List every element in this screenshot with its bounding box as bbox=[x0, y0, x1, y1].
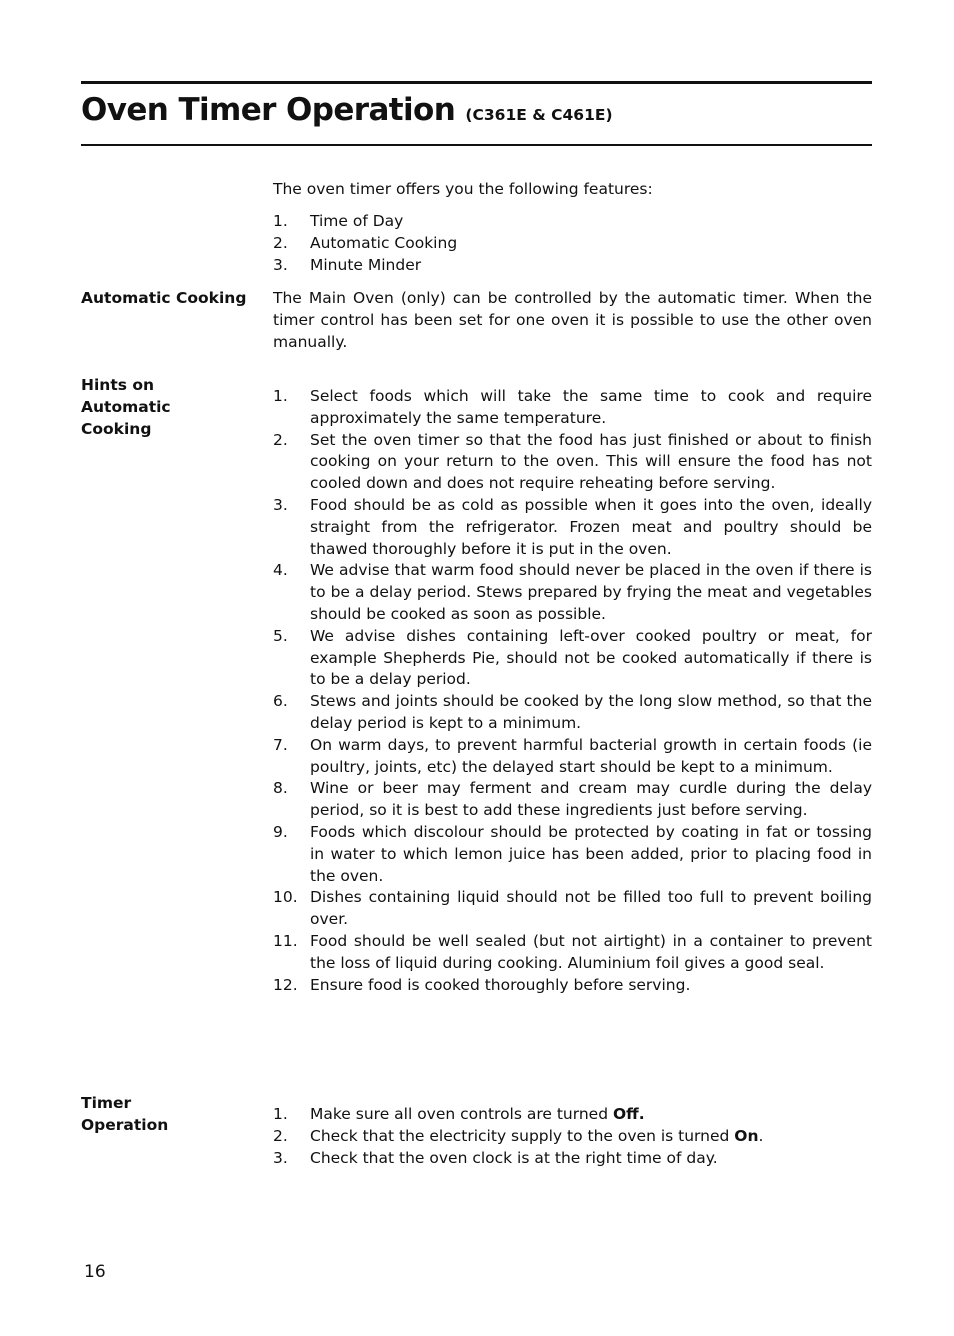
item-text: Food should be well sealed (but not airtight) in a container to prevent the loss of liquid during cooking. Aluminium foil gives a good seal. bbox=[310, 931, 872, 972]
page-title bbox=[81, 92, 613, 128]
item-number: 5. bbox=[273, 626, 288, 645]
features-list bbox=[273, 211, 872, 276]
list-item bbox=[273, 233, 872, 255]
hints-label-line: Cooking bbox=[81, 419, 152, 438]
item-text: Dishes containing liquid should not be filled too full to prevent boiling over. bbox=[310, 888, 872, 929]
item-number: 3. bbox=[273, 495, 288, 514]
item-number: 12. bbox=[273, 975, 298, 994]
item-number: 10. bbox=[273, 888, 298, 907]
item-text bbox=[310, 1148, 872, 1170]
item-text: Set the oven timer so that the food has just finished or about to finish cooking on your return to the oven. This will ensure the food has not cooled down and does not require reheating before serving. bbox=[310, 430, 872, 493]
item-number: 8. bbox=[273, 779, 288, 798]
item-number: 4. bbox=[273, 561, 288, 580]
item-number: 1. bbox=[273, 1105, 288, 1123]
item-number: 3. bbox=[273, 255, 288, 274]
timer-operation-label bbox=[81, 1093, 261, 1137]
list-item bbox=[273, 975, 872, 997]
title-text: Oven Timer Operation bbox=[81, 92, 456, 128]
item-number: 1. bbox=[273, 212, 288, 230]
item-text: Foods which discolour should be protected by coating in fat or tossing in water to which lemon juice has been added, prior to placing food in the oven. bbox=[310, 822, 872, 885]
item-number: 2. bbox=[273, 430, 288, 449]
list-item bbox=[273, 1126, 872, 1148]
list-item bbox=[273, 386, 872, 430]
item-text: Ensure food is cooked thoroughly before serving. bbox=[310, 975, 691, 994]
list-item bbox=[273, 255, 872, 277]
list-item bbox=[273, 211, 872, 233]
intro-text: The oven timer offers you the following features: bbox=[273, 180, 653, 198]
item-text-tail: . bbox=[758, 1126, 764, 1145]
hints-list bbox=[273, 386, 872, 996]
list-item bbox=[273, 822, 872, 887]
list-item bbox=[273, 560, 872, 625]
item-number: 2. bbox=[273, 1126, 288, 1145]
item-text-plain: Check that the electricity supply to the oven is turned bbox=[310, 1126, 735, 1145]
hints-label-line: Automatic bbox=[81, 397, 171, 416]
list-item bbox=[273, 691, 872, 735]
list-item bbox=[273, 430, 872, 495]
item-text: Wine or beer may ferment and cream may curdle during the delay period, so it is best to add these ingredients just before serving. bbox=[310, 779, 872, 820]
page-number: 16 bbox=[84, 1262, 106, 1282]
hints-label bbox=[81, 375, 261, 440]
list-item bbox=[273, 1104, 872, 1126]
list-item bbox=[273, 887, 872, 931]
item-number: 6. bbox=[273, 692, 288, 711]
item-text bbox=[310, 1104, 872, 1126]
list-item bbox=[273, 931, 872, 975]
list-item bbox=[273, 626, 872, 691]
timer-label-line: Operation bbox=[81, 1115, 169, 1134]
list-item bbox=[273, 1148, 872, 1170]
item-text-plain: Check that the oven clock is at the right time of day. bbox=[310, 1148, 718, 1167]
hints-label-line: Hints on bbox=[81, 376, 155, 394]
item-number: 2. bbox=[273, 233, 288, 252]
top-rule bbox=[81, 81, 872, 84]
automatic-cooking-text: The Main Oven (only) can be controlled by the automatic timer. When the timer control has been set for one oven it is possible to use the other oven manually. bbox=[273, 289, 872, 351]
item-number: 9. bbox=[273, 822, 288, 841]
model-numbers: (C361E & C461E) bbox=[465, 106, 613, 124]
item-number: 1. bbox=[273, 387, 288, 405]
list-item bbox=[273, 778, 872, 822]
item-text-bold: On bbox=[734, 1126, 759, 1145]
item-text: Minute Minder bbox=[310, 255, 422, 274]
automatic-cooking-label: Automatic Cooking bbox=[81, 289, 247, 307]
item-text: Automatic Cooking bbox=[310, 233, 458, 252]
item-text: Select foods which will take the same time to cook and require approximately the same temperature. bbox=[310, 387, 872, 427]
item-number: 3. bbox=[273, 1148, 288, 1167]
item-number: 7. bbox=[273, 735, 288, 754]
item-text bbox=[310, 1126, 872, 1148]
item-text: On warm days, to prevent harmful bacterial growth in certain foods (ie poultry, joints, etc) the delayed start should be kept to a minimum. bbox=[310, 735, 872, 776]
item-text: Food should be as cold as possible when it goes into the oven, ideally straight from the refrigerator. Frozen meat and poultry should be thawed thoroughly before it is put in the oven. bbox=[310, 495, 872, 558]
item-text-bold: Off. bbox=[612, 1105, 645, 1123]
item-text-plain: Make sure all oven controls are turned bbox=[310, 1105, 613, 1123]
timer-label-line: Timer bbox=[81, 1094, 132, 1112]
title-bottom-rule bbox=[81, 144, 872, 146]
timer-operation-list bbox=[273, 1104, 872, 1169]
item-number: 11. bbox=[273, 931, 298, 950]
list-item bbox=[273, 735, 872, 779]
item-text: We advise that warm food should never be placed in the oven if there is to be a delay period. Stews prepared by frying the meat and vegetables should be cooked as soon as possible. bbox=[310, 561, 872, 623]
item-text: Time of Day bbox=[310, 212, 404, 230]
item-text: We advise dishes containing left-over cooked poultry or meat, for example Shepherds Pie, should not be cooked automatically if there is to be a delay period. bbox=[310, 626, 872, 689]
item-text: Stews and joints should be cooked by the long slow method, so that the delay period is kept to a minimum. bbox=[310, 692, 872, 732]
list-item bbox=[273, 495, 872, 560]
